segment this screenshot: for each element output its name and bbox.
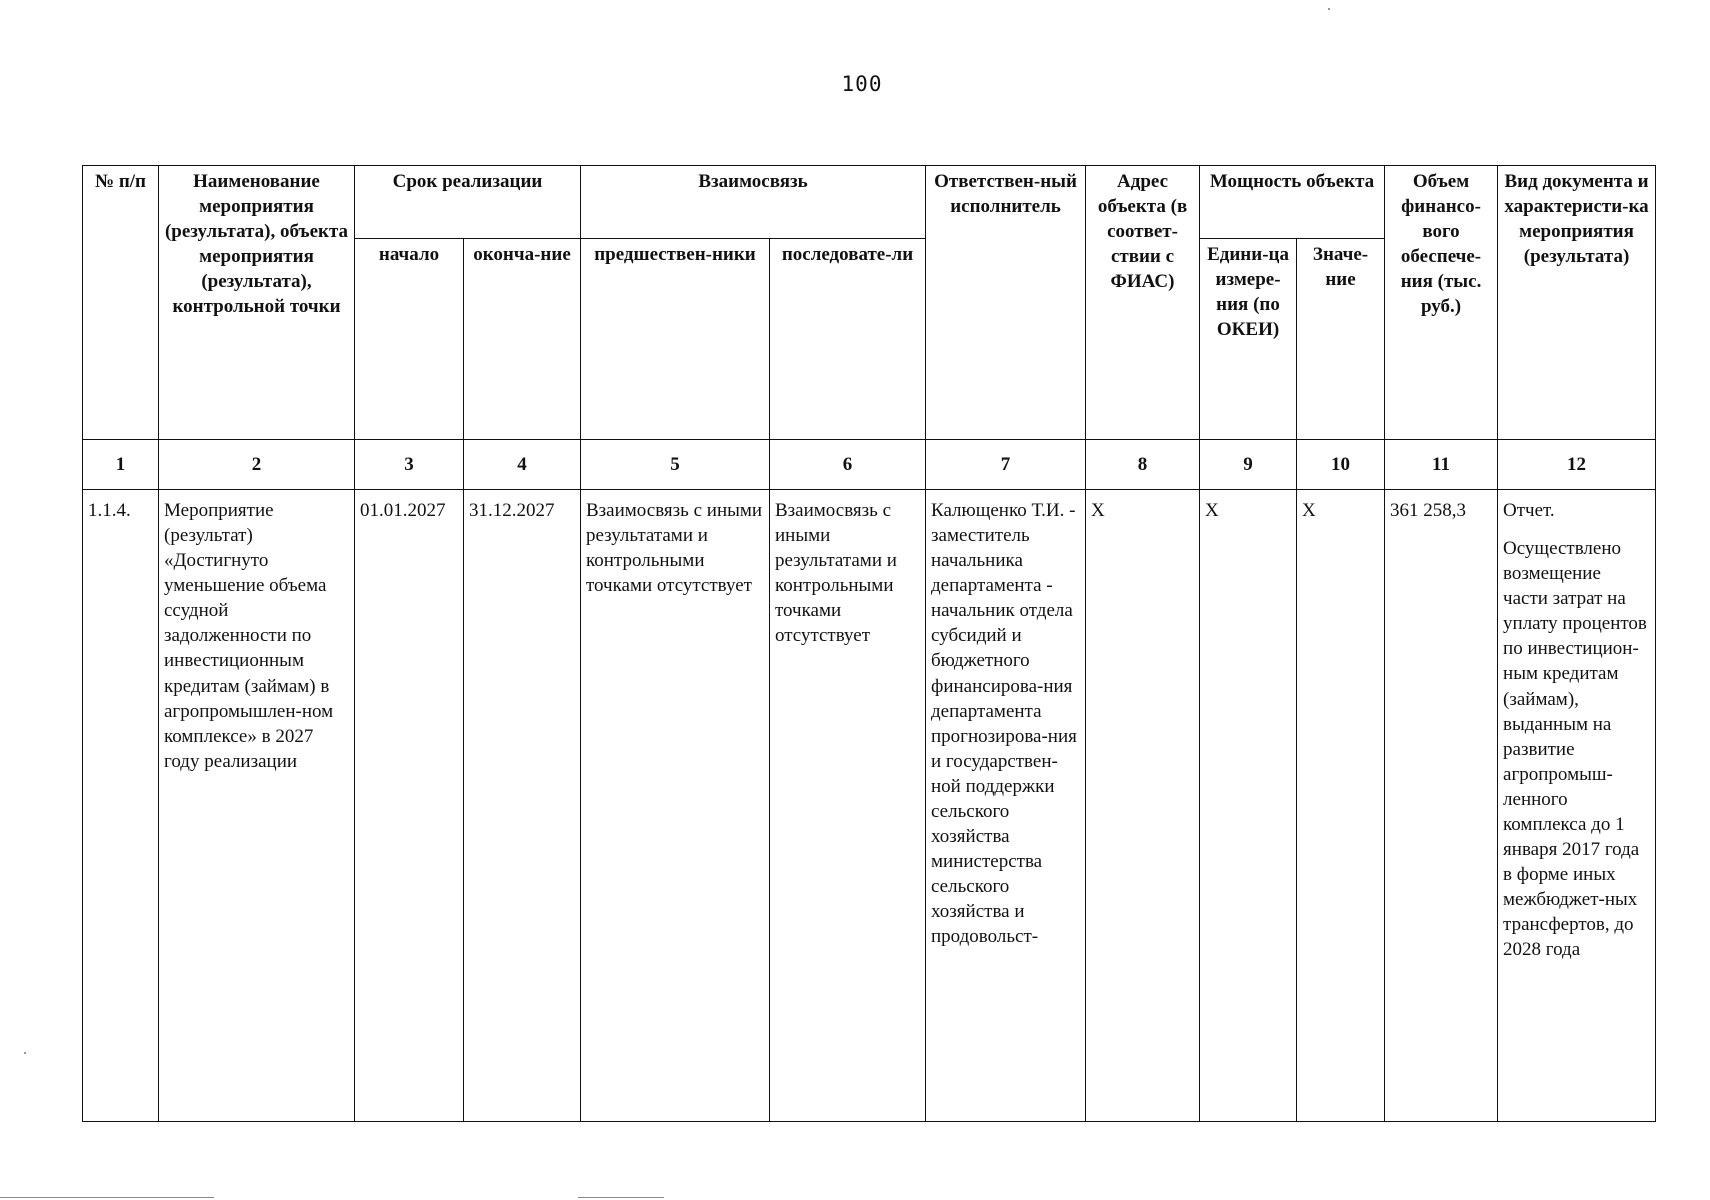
header-num: № п/п — [83, 166, 159, 440]
column-number: 5 — [581, 440, 770, 490]
table-header — [83, 166, 1656, 440]
column-number: 4 — [464, 440, 581, 490]
header-link-next: последовате-ли — [770, 239, 926, 440]
header-name: Наименование мероприятия (результата), объекта мероприятия (результата), контрольной точки — [159, 166, 355, 440]
row-value: X — [1297, 490, 1385, 1122]
row-name: Мероприятие (результат) «Достигнуто уменьшение объема ссудной задолженности по инвестиционным кредитам (займам) в агропромышлен-ном комплексе» в 2027 году реализации — [159, 490, 355, 1122]
header-power: Мощность объекта — [1200, 166, 1385, 239]
plan-table — [82, 165, 1656, 1122]
column-number: 1 — [83, 440, 159, 490]
column-number: 7 — [926, 440, 1086, 490]
header-link: Взаимосвязь — [581, 166, 926, 239]
row-unit: X — [1200, 490, 1297, 1122]
row-doc-type: Отчет. — [1503, 500, 1555, 521]
header-finance: Объем финансо-вого обеспече-ния (тыс. руб.) — [1385, 166, 1498, 440]
column-number: 9 — [1200, 440, 1297, 490]
header-responsible: Ответствен-ный исполнитель — [926, 166, 1086, 440]
header-term-start: начало — [355, 239, 464, 440]
column-number: 8 — [1086, 440, 1200, 490]
row-address: X — [1086, 490, 1200, 1122]
scan-speck — [1328, 8, 1330, 10]
column-number: 3 — [355, 440, 464, 490]
column-number: 12 — [1498, 440, 1656, 490]
header-doc: Вид документа и характеристи-ка мероприятия (результата) — [1498, 166, 1656, 440]
row-responsible: Калющенко Т.И. - заместитель начальника департамента - начальник отдела субсидий и бюджетного финансирова-ния департамента прогнозирова-ния и государствен-ной поддержки сельского хозяйства министерства сельского хозяйства и продовольст- — [926, 490, 1086, 1122]
scan-speck — [24, 1052, 26, 1054]
header-address: Адрес объекта (в соответ-ствии с ФИАС) — [1086, 166, 1200, 440]
column-number-row — [83, 440, 1656, 490]
row-start-date: 01.01.2027 — [355, 490, 464, 1122]
scan-edge-line — [578, 1197, 664, 1198]
row-finance: 361 258,3 — [1385, 490, 1498, 1122]
column-number: 6 — [770, 440, 926, 490]
header-power-unit: Едини-ца измере-ния (по ОКЕИ) — [1200, 239, 1297, 440]
table-row — [83, 490, 1656, 1122]
row-successors: Взаимосвязь с иными результатами и контрольными точками отсутствует — [770, 490, 926, 1122]
header-term: Срок реализации — [355, 166, 581, 239]
row-end-date: 31.12.2027 — [464, 490, 581, 1122]
row-doc-description: Осуществлено возмещение части затрат на уплату процентов по инвестицион-ным кредитам (займам), выданным на развитие агропромыш-ленного комплекса до 1 января 2017 года в форме иных межбюджет-ных трансфертов, до 2028 года — [1503, 538, 1647, 961]
column-number: 10 — [1297, 440, 1385, 490]
row-document — [1498, 490, 1656, 1122]
row-number: 1.1.4. — [83, 490, 159, 1122]
row-predecessors: Взаимосвязь с иными результатами и контрольными точками отсутствует — [581, 490, 770, 1122]
column-number: 11 — [1385, 440, 1498, 490]
header-term-end: оконча-ние — [464, 239, 581, 440]
column-number: 2 — [159, 440, 355, 490]
scan-edge-line — [0, 1197, 214, 1198]
header-link-prev: предшествен-ники — [581, 239, 770, 440]
page-number: 100 — [841, 72, 883, 96]
header-power-value: Значе-ние — [1297, 239, 1385, 440]
